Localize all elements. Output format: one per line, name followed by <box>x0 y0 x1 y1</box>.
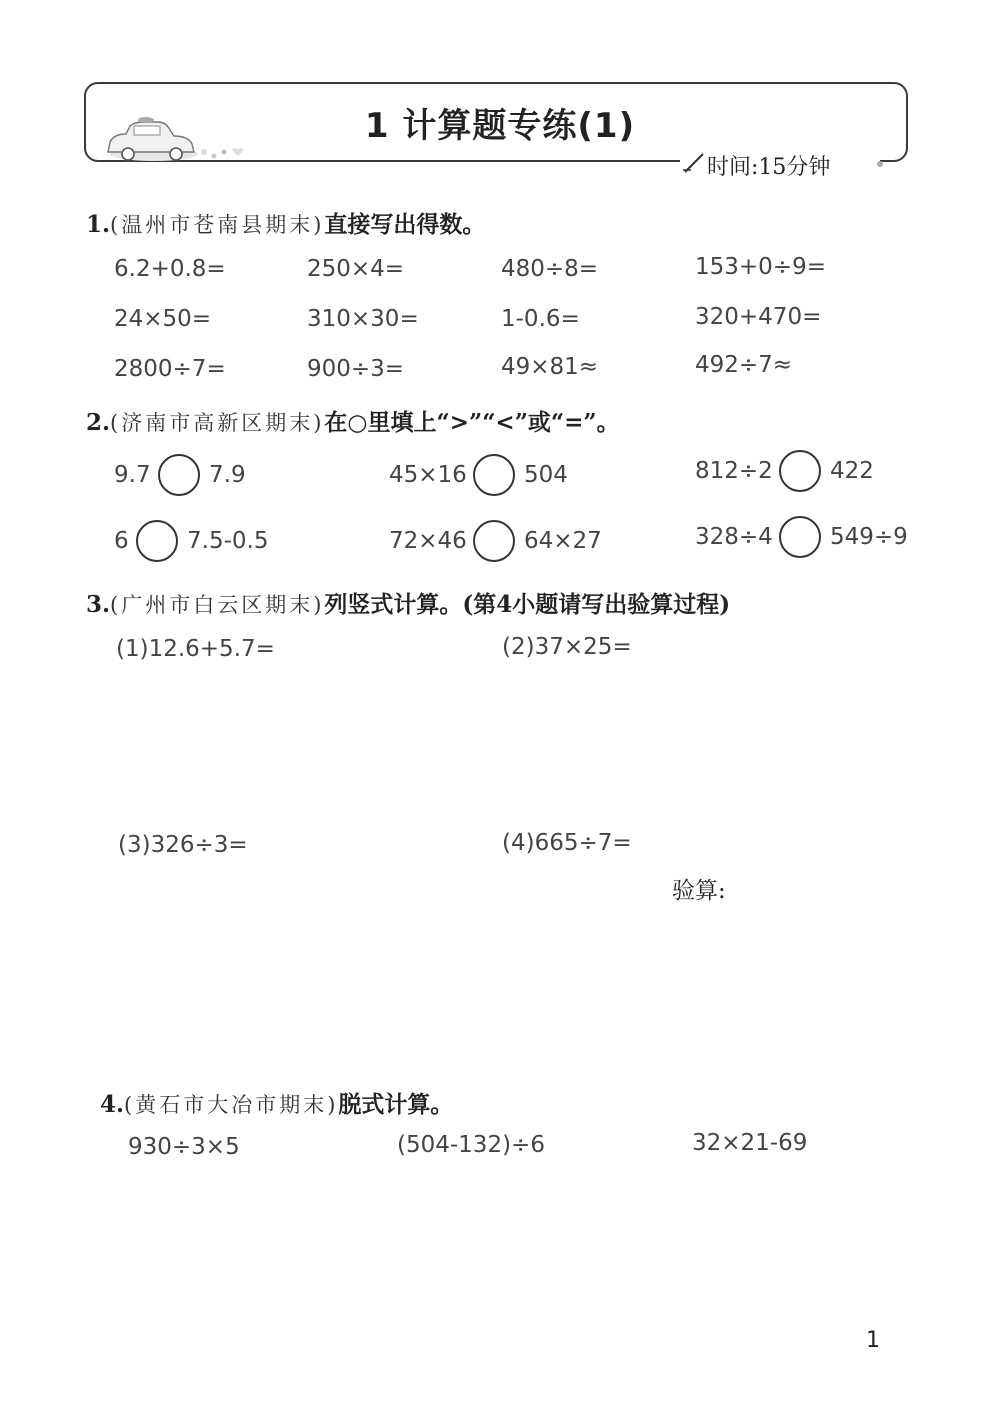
q3-item: (3)326÷3= <box>118 832 248 858</box>
q2-number: 2. <box>86 409 111 436</box>
q3-item: (1)12.6+5.7= <box>116 636 275 662</box>
q4-item: (504-132)÷6 <box>397 1132 545 1158</box>
q4-item: 930÷3×5 <box>128 1134 240 1160</box>
q2-left: 72×46 <box>389 528 467 554</box>
q1-item: 6.2+0.8= <box>114 256 226 282</box>
q2-left: 6 <box>114 528 129 554</box>
q1-item: 250×4= <box>307 256 405 282</box>
q1-instruction: 直接写出得数。 <box>324 211 486 238</box>
answer-circle[interactable] <box>158 454 200 496</box>
q2-right: 7.9 <box>209 462 246 488</box>
time-dot-icon <box>874 160 888 170</box>
q2-heading <box>86 404 620 437</box>
q3-source: (广州市白云区期末) <box>110 593 325 617</box>
q1-item: 24×50= <box>114 306 212 332</box>
q2-left: 812÷2 <box>695 458 773 484</box>
q2-right: 549÷9 <box>830 524 908 550</box>
q4-instruction: 脱式计算。 <box>338 1091 454 1118</box>
check-label: 验算: <box>672 878 726 904</box>
q4-item: 32×21-69 <box>692 1130 808 1156</box>
q4-source: (黄石市大冶市期末) <box>124 1093 339 1117</box>
q1-item: 900÷3= <box>307 356 405 382</box>
q2-right: 504 <box>524 462 568 488</box>
q2-right: 422 <box>830 458 874 484</box>
q3-heading <box>86 586 730 619</box>
page-title: 1 计算题专练(1) <box>364 106 636 146</box>
q3-item: (2)37×25= <box>502 634 632 660</box>
q2-right: 64×27 <box>524 528 602 554</box>
time-label: 时间:15分钟 <box>707 155 831 180</box>
answer-circle[interactable] <box>779 516 821 558</box>
q1-item: 480÷8= <box>501 256 599 282</box>
answer-circle[interactable] <box>136 520 178 562</box>
time-slash-icon <box>683 150 705 174</box>
q2-right: 7.5-0.5 <box>187 528 269 554</box>
q1-item: 320+470= <box>695 304 822 330</box>
answer-circle[interactable] <box>473 454 515 496</box>
answer-circle[interactable] <box>473 520 515 562</box>
q2-source: (济南市高新区期末) <box>110 411 325 435</box>
q2-left: 9.7 <box>114 462 151 488</box>
q1-heading <box>86 206 485 239</box>
q1-item: 310×30= <box>307 306 419 332</box>
q1-item: 1-0.6= <box>501 306 580 332</box>
q1-item: 49×81≈ <box>501 354 599 380</box>
q1-item: 153+0÷9= <box>695 254 826 280</box>
q2-left: 45×16 <box>389 462 467 488</box>
q1-source: (温州市苍南县期末) <box>110 213 325 237</box>
q1-item: 2800÷7= <box>114 356 226 382</box>
q3-number: 3. <box>86 591 111 618</box>
q4-heading <box>100 1086 453 1119</box>
q1-number: 1. <box>86 211 111 238</box>
page-number: 1 <box>866 1328 880 1353</box>
q2-instruction: 在○里填上“>”“<”或“=”。 <box>324 409 620 436</box>
answer-circle[interactable] <box>779 450 821 492</box>
q1-item: 492÷7≈ <box>695 352 793 378</box>
q2-left: 328÷4 <box>695 524 773 550</box>
q4-number: 4. <box>100 1091 125 1118</box>
q3-item: (4)665÷7= <box>502 830 632 856</box>
q3-instruction: 列竖式计算。(第4小题请写出验算过程) <box>324 591 731 618</box>
